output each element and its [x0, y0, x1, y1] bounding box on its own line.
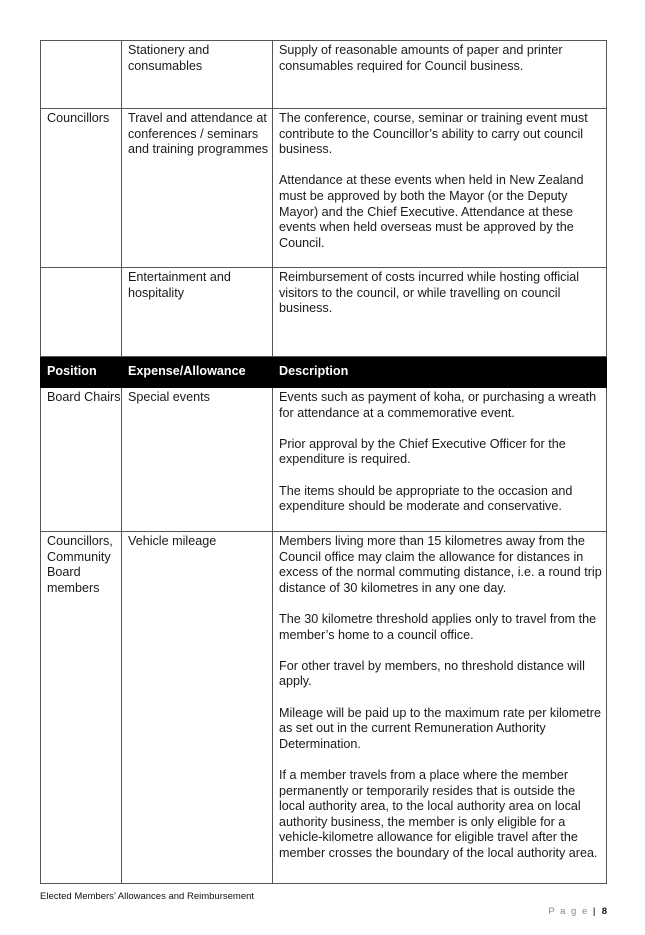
position-cell — [41, 41, 122, 109]
page-separator: | — [592, 906, 596, 917]
description-paragraph: Prior approval by the Chief Executive Officer for the expenditure is required. — [279, 436, 566, 467]
expense-cell: Stationery and consumables — [122, 41, 273, 109]
description-paragraph: Events such as payment of koha, or purchasing a wreath for attendance at a commemorative event. — [279, 390, 597, 420]
position-cell: Councillors — [41, 109, 122, 268]
description-paragraph: Supply of reasonable amounts of paper and printer consumables required for Council business. — [279, 43, 563, 73]
description-paragraph: Members living more than 15 kilometres away from the Council office may claim the allowance for distances in excess of the normal commuting distance, i.e. a round trip distance of 30 kilometres in any one day. — [279, 534, 602, 595]
description-paragraph: For other travel by members, no threshold distance will apply. — [279, 658, 585, 689]
position-cell: Board Chairs — [41, 388, 122, 532]
header-expense: Expense/Allowance — [122, 357, 273, 388]
table-header-row — [41, 357, 607, 388]
description-paragraph: If a member travels from a place where the member permanently or temporarily resides that is outside the local authority area, to the local authority area on local authority business, the member is only eligible for a vehicle-kilometre allowance for eligible travel after the member crosses the boundary of the local authority area. — [279, 767, 598, 860]
expense-cell: Travel and attendance at conferences / seminars and training programmes — [122, 109, 273, 268]
expense-cell: Entertainment and hospitality — [122, 268, 273, 357]
description-cell — [273, 109, 607, 268]
position-cell: Councillors, Community Board members — [41, 532, 122, 884]
expense-cell: Vehicle mileage — [122, 532, 273, 884]
description-paragraph: The items should be appropriate to the occasion and expenditure should be moderate and conservative. — [279, 483, 573, 514]
expense-cell: Special events — [122, 388, 273, 532]
footer-document-title: Elected Members’ Allowances and Reimbursement — [40, 891, 255, 902]
description-cell — [273, 268, 607, 357]
description-cell — [273, 388, 607, 532]
table-row — [41, 268, 607, 357]
description-paragraph: Mileage will be paid up to the maximum rate per kilometre as set out in the current Remuneration Authority Determination. — [279, 705, 601, 751]
header-position: Position — [41, 357, 122, 388]
table-row — [41, 41, 607, 109]
description-paragraph: The conference, course, seminar or training event must contribute to the Councillor’s ability to carry out council business. — [279, 111, 588, 157]
description-paragraph: Reimbursement of costs incurred while hosting official visitors to the council, or while travelling on council business. — [279, 270, 580, 316]
description-cell — [273, 532, 607, 884]
page-number: 8 — [601, 906, 607, 917]
page-label: P a g e — [548, 906, 589, 917]
description-paragraph: Attendance at these events when held in New Zealand must be approved by both the Mayor (or the Deputy Mayor) and the Chief Executive. Attendance at these events when held overseas must be approved by the Council. — [279, 173, 584, 250]
table-row — [41, 388, 607, 532]
footer-page-number — [548, 906, 607, 917]
description-paragraph: The 30 kilometre threshold applies only to travel from the member’s home to a council office. — [279, 611, 597, 642]
allowances-table — [40, 40, 607, 884]
table-row — [41, 532, 607, 884]
table-row — [41, 109, 607, 268]
header-description: Description — [273, 357, 607, 388]
position-cell — [41, 268, 122, 357]
description-cell — [273, 41, 607, 109]
